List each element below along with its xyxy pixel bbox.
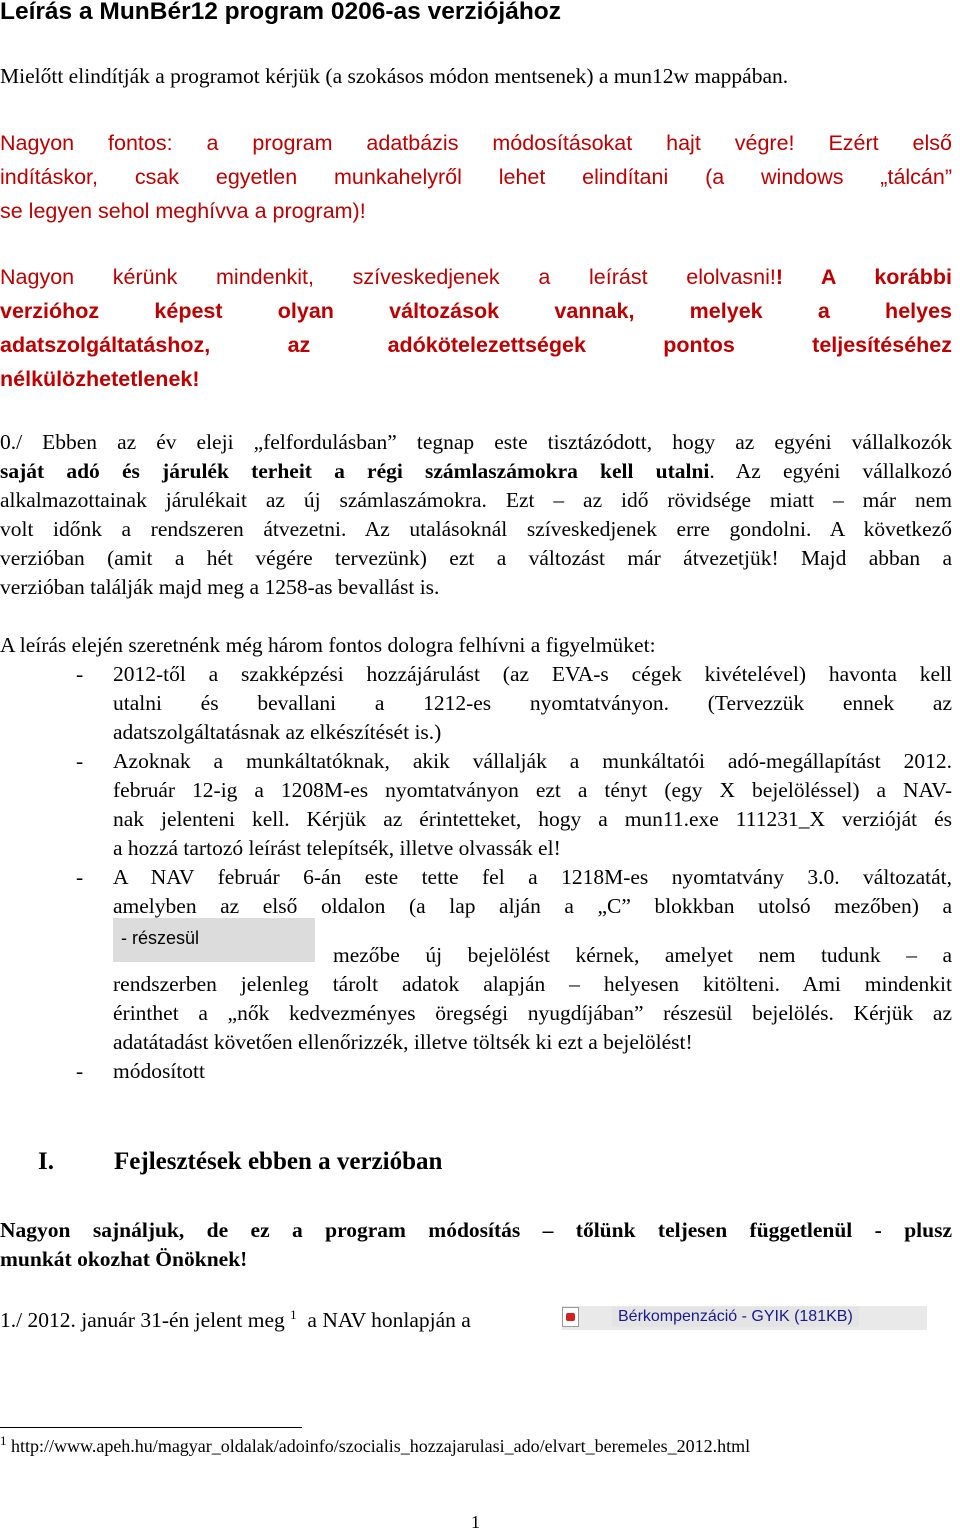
apology-line-2: munkát okozhat Önöknek!	[0, 1247, 248, 1271]
item1-paragraph	[0, 1306, 471, 1335]
warning-line-1: Nagyon fontos: a program adatbázis módosításokat hajt végre! Ezért első	[0, 131, 952, 155]
item2-line-1: Azoknak a munkáltatóknak, akik vállalják a munkáltatói adó-megállapítást 2012.	[113, 749, 952, 773]
item3-line-5: érinthet a „nők kedvezményes öregségi nyugdíjában” részesül bejelölés. Kérjük az	[113, 1001, 952, 1025]
berkompenzacio-link[interactable]	[562, 1306, 927, 1330]
request-line-4: nélkülözhetetlenek!	[0, 367, 200, 391]
berkompenzacio-link-label[interactable]: Bérkompenzáció - GYIK (181KB)	[612, 1307, 859, 1327]
item1-text-after: a NAV honlapján a	[307, 1308, 471, 1332]
intro-paragraph: Mielőtt elindítják a programot kérjük (a szokásos módon mentsenek) a mun12w mappában.	[0, 64, 789, 88]
pdf-icon	[562, 1307, 579, 1327]
item1-line-2: utalni és bevallani a 1212-es nyomtatványon. (Tervezzük ennek az	[113, 691, 952, 715]
request-black-text: ! A korábbi	[775, 265, 952, 289]
note0-bold-text: saját adó és járulék terheit a régi számlaszámokra kell utalni	[0, 459, 710, 483]
item3-line-4: rendszerben jelenleg tárolt adatok alapján – helyesen kitölteni. Ami mindenkit	[113, 972, 952, 996]
note0-rest-text: . Az egyéni vállalkozó	[709, 459, 953, 483]
item3-line-6: adatátadást követően ellenőrizzék, illetve töltsék ki ezt a bejelölést!	[113, 1030, 693, 1054]
item4-line: módosított	[113, 1059, 205, 1083]
request-line-1	[0, 260, 952, 294]
footnote-separator	[0, 1427, 302, 1428]
note0-line-1: 0./ Ebben az év eleji „felfordulásban” tegnap este tisztázódott, hogy az egyéni vállalkozók	[0, 430, 952, 454]
note0-line-2	[0, 457, 952, 486]
item2-line-3: nak jelenteni kell. Kérjük az érintetteket, hogy a mun11.exe 111231_X verzióját és	[113, 807, 952, 831]
list-intro: A leírás elején szeretnénk még három fontos dologra felhívni a figyelmüket:	[0, 633, 656, 657]
footnote-ref[interactable]: 1	[290, 1306, 297, 1322]
item2-line-2: február 12-ig a 1208M-es nyomtatványon ezt a tényt (egy X bejelöléssel) a NAV-	[113, 778, 952, 802]
document-title: Leírás a MunBér12 program 0206-as verziójához	[0, 0, 561, 25]
section-title: Fejlesztések ebben a verzióban	[114, 1148, 443, 1175]
reszesul-field-image: - részesül	[113, 918, 315, 962]
request-line-3: adatszolgáltatáshoz, az adókötelezettségek pontos teljesítéséhez	[0, 333, 952, 357]
list-dash: -	[76, 749, 84, 773]
item3-line-3: mezőbe új bejelölést kérnek, amelyet nem tudunk – a	[333, 943, 952, 967]
apology-line-1: Nagyon sajnáljuk, de ez a program módosítás – tőlünk teljesen függetlenül - plusz	[0, 1218, 952, 1242]
list-dash: -	[76, 865, 84, 889]
item1-line-1: 2012-től a szakképzési hozzájárulást (az EVA-s cégek kivételével) havonta kell	[113, 662, 952, 686]
list-dash: -	[76, 662, 84, 686]
warning-line-2: indításkor, csak egyetlen munkahelyről lehet elindítani (a windows „tálcán”	[0, 165, 952, 189]
item1-text-before: 1./ 2012. január 31-én jelent meg	[0, 1308, 285, 1332]
request-line-2: verzióhoz képest olyan változások vannak, melyek a helyes	[0, 299, 952, 323]
request-red-text: Nagyon kérünk mindenkit, szíveskedjenek a leírást elolvasni!	[0, 265, 776, 289]
list-dash: -	[76, 1059, 84, 1083]
item1-line-3: adatszolgáltatásnak az elkészítését is.)	[113, 720, 442, 744]
footnote	[0, 1433, 751, 1457]
page-number: 1	[471, 1512, 480, 1532]
note0-line-5: verzióban (amit a hét végére tervezünk) ezt a változást már átvezetjük! Majd abban a	[0, 546, 952, 570]
warning-line-3: se legyen sehol meghívva a program)!	[0, 199, 366, 223]
footnote-mark: 1	[0, 1433, 7, 1448]
footnote-url[interactable]: http://www.apeh.hu/magyar_oldalak/adoinfo/szocialis_hozzajarulasi_ado/elvart_beremeles_2012.html	[11, 1436, 751, 1456]
item2-line-4: a hozzá tartozó leírást telepítsék, illetve olvassák el!	[113, 836, 561, 860]
note0-line-6: verzióban találják majd meg a 1258-as bevallást is.	[0, 575, 440, 599]
section-number: I.	[38, 1148, 54, 1175]
item3-line-2: amelyben az első oldalon (a lap alján a „C” blokkban utolsó mezőben) a	[113, 894, 952, 918]
note0-line-3: alkalmazottainak járulékait az új számlaszámokra. Ezt – az idő rövidsége miatt – már nem	[0, 488, 952, 512]
item3-line-1: A NAV február 6-án este tette fel a 1218M-es nyomtatvány 3.0. változatát,	[113, 865, 952, 889]
note0-line-4: volt időnk a rendszeren átvezetni. Az utalásoknál szíveskedjenek erre gondolni. A következő	[0, 517, 952, 541]
